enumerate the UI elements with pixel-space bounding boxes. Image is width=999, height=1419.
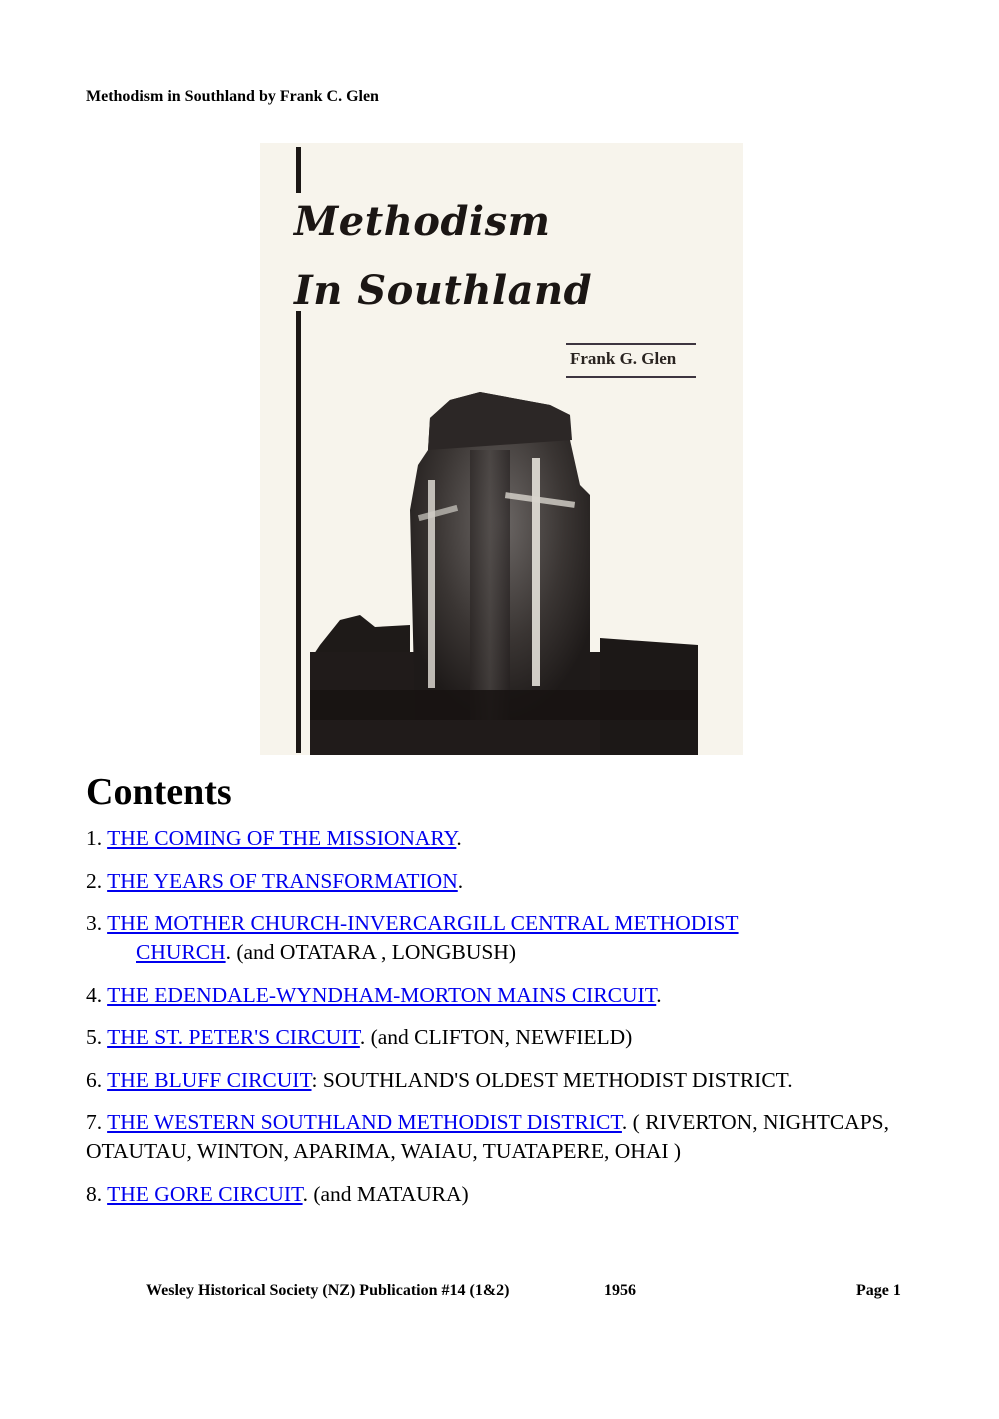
toc-link-chapter-7[interactable]: THE WESTERN SOUTHLAND METHODIST DISTRICT	[107, 1110, 622, 1134]
toc-link-chapter-3-continued[interactable]: CHURCH	[136, 940, 226, 964]
toc-item-suffix: . (and MATAURA)	[302, 1181, 469, 1206]
church-tower-illustration	[260, 390, 743, 755]
toc-item-number: 8.	[86, 1181, 103, 1206]
toc-item	[86, 824, 926, 853]
book-cover-image	[260, 143, 743, 755]
contents-heading: Contents	[86, 771, 232, 813]
running-header-title: Methodism in Southland by Frank C. Glen	[86, 88, 379, 105]
cover-author-rule-top	[566, 343, 696, 345]
toc-link-chapter-5[interactable]: THE ST. PETER'S CIRCUIT	[107, 1025, 360, 1049]
cover-author-rule-bottom	[566, 376, 696, 378]
footer-year: 1956	[604, 1282, 636, 1299]
toc-item-suffix: . ( RIVERTON, NIGHTCAPS, OTAUTAU, WINTON, APARIMA, WAIAU, TUATAPERE, OHAI )	[86, 1110, 889, 1163]
toc-item-number: 2.	[86, 868, 103, 893]
toc-item-number: 7.	[86, 1110, 103, 1134]
toc-item-suffix: .	[656, 982, 662, 1007]
cover-author: Frank G. Glen	[570, 349, 677, 368]
toc-item-number: 3.	[86, 911, 103, 935]
cover-title-line-1: Methodism	[294, 198, 551, 245]
toc-link-chapter-2[interactable]: THE YEARS OF TRANSFORMATION	[107, 868, 458, 893]
toc-item-number: 6.	[86, 1067, 103, 1092]
toc-item-number: 1.	[86, 826, 103, 850]
toc-item	[86, 1108, 926, 1166]
toc-item	[86, 981, 926, 1010]
cover-title-line-2: In Southland	[294, 267, 593, 314]
footer-publication: Wesley Historical Society (NZ) Publication #14 (1&2)	[146, 1282, 510, 1299]
toc-item-suffix: . (and OTATARA , LONGBUSH)	[225, 940, 516, 964]
table-of-contents	[86, 824, 926, 1222]
footer-page-number: Page 1	[856, 1282, 901, 1299]
toc-item	[86, 1066, 926, 1095]
toc-item-suffix: .	[457, 868, 464, 893]
toc-item-number: 4.	[86, 982, 103, 1007]
toc-link-chapter-6[interactable]: THE BLUFF CIRCUIT	[107, 1067, 312, 1092]
toc-item-suffix: : SOUTHLAND'S OLDEST METHODIST DISTRICT.	[311, 1067, 793, 1092]
toc-item	[86, 909, 926, 967]
toc-item-suffix: .	[456, 826, 462, 850]
toc-item	[86, 1023, 926, 1052]
cover-vertical-bar-top	[296, 147, 301, 193]
toc-link-chapter-1[interactable]: THE COMING OF THE MISSIONARY	[107, 826, 457, 850]
toc-item-number: 5.	[86, 1025, 103, 1049]
toc-link-chapter-8[interactable]: THE GORE CIRCUIT	[107, 1181, 303, 1206]
toc-item-suffix: . (and CLIFTON, NEWFIELD)	[359, 1025, 633, 1049]
toc-item	[86, 867, 926, 896]
toc-link-chapter-3[interactable]: THE MOTHER CHURCH-INVERCARGILL CENTRAL METHODIST	[107, 911, 739, 935]
toc-item	[86, 1180, 926, 1209]
toc-link-chapter-4[interactable]: THE EDENDALE-WYNDHAM-MORTON MAINS CIRCUIT	[107, 982, 657, 1007]
